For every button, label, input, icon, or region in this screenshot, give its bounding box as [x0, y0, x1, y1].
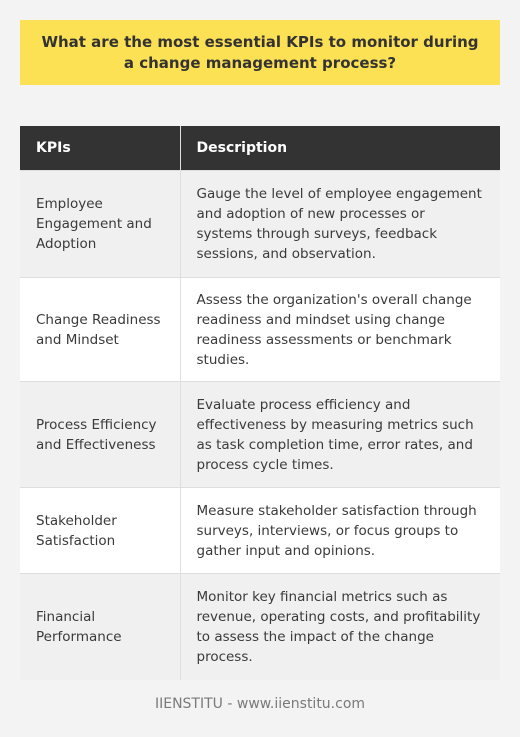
footer-credit: IIENSTITU - www.iienstitu.com — [154, 696, 366, 712]
description-cell: Evaluate process efficiency and effectiveness by measuring metrics such as task completion time, error rates, and process cycle times. — [180, 382, 500, 488]
kpi-cell: Change Readiness and Mindset — [20, 278, 180, 382]
kpi-table — [20, 126, 500, 680]
kpi-cell: Financial Performance — [20, 574, 180, 681]
description-cell: Assess the organization's overall change readiness and mindset using change readiness assessments or benchmark studies. — [180, 278, 500, 382]
table-header-row — [20, 126, 500, 171]
table-row — [20, 382, 500, 488]
page-title: What are the most essential KPIs to monitor during a change management process? — [41, 32, 479, 72]
table-row — [20, 488, 500, 574]
column-header-kpis: KPIs — [20, 126, 180, 171]
title-banner — [20, 20, 500, 85]
table-row — [20, 574, 500, 681]
table-row — [20, 171, 500, 278]
kpi-cell: Stakeholder Satisfaction — [20, 488, 180, 574]
kpi-cell: Process Efficiency and Effectiveness — [20, 382, 180, 488]
table-row — [20, 278, 500, 382]
description-cell: Gauge the level of employee engagement and adoption of new processes or systems through surveys, feedback sessions, and observation. — [180, 171, 500, 278]
kpi-cell: Employee Engagement and Adoption — [20, 171, 180, 278]
column-header-description: Description — [180, 126, 500, 171]
description-cell: Measure stakeholder satisfaction through surveys, interviews, or focus groups to gather input and opinions. — [180, 488, 500, 574]
description-cell: Monitor key financial metrics such as revenue, operating costs, and profitability to assess the impact of the change process. — [180, 574, 500, 681]
